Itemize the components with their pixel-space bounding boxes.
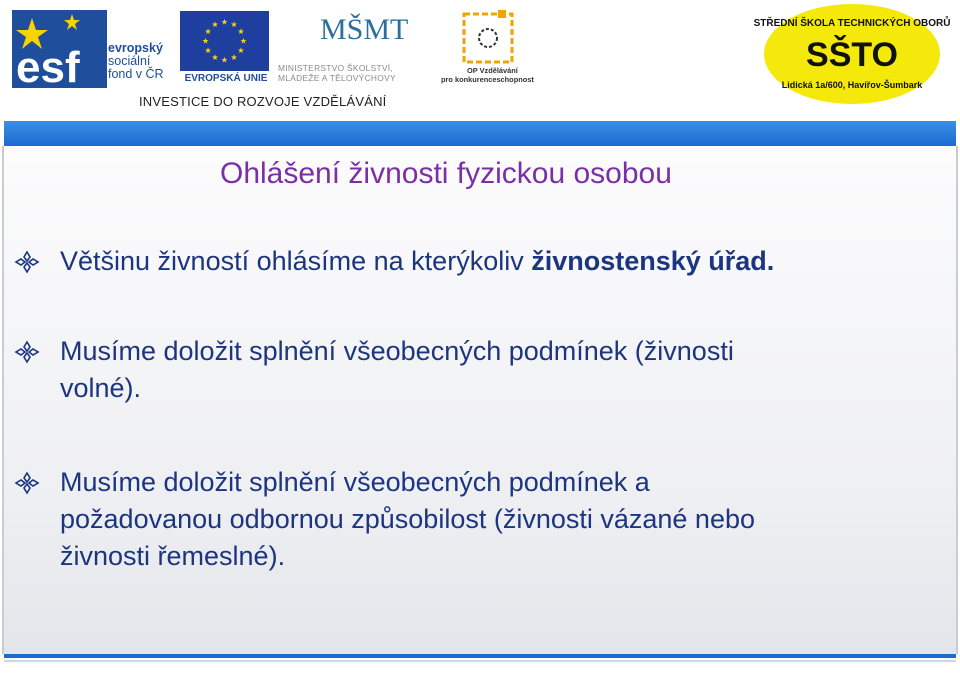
bullet-text [60, 333, 910, 407]
esf-text [108, 42, 164, 81]
school-bottom-text: Lidická 1a/600, Havířov-Šumbark [781, 80, 923, 90]
bullet-text-part: Většinu živností ohlásíme na kterýkoliv [60, 246, 532, 276]
esf-mark: esf [16, 43, 80, 92]
esf-text-line: evropský [108, 41, 163, 55]
bullet-text-line: Musíme doložit splnění všeobecných podmínek (živnosti [60, 336, 734, 366]
four-diamond-star-icon [14, 341, 40, 363]
school-logo [753, 2, 951, 106]
op-text-line: pro konkurenceschopnost [441, 75, 534, 84]
msmt-text [278, 63, 438, 83]
bullet-text-line: Musíme doložit splnění všeobecných podmínek a [60, 467, 650, 497]
four-diamond-star-icon [14, 472, 40, 494]
bullet-text-line: požadovanou odbornou způsobilost (živnosti vázané nebo [60, 504, 755, 534]
bullet-text [60, 464, 910, 575]
four-diamond-star-icon [14, 251, 40, 273]
top-accent-bar [4, 121, 956, 146]
eu-label: EVROPSKÁ UNIE [184, 73, 268, 84]
bullet-text-bold: živnostenský úřad. [531, 246, 775, 276]
bullet-text [60, 243, 910, 280]
msmt-mark: MŠMT [320, 13, 409, 46]
bottom-accent-bar [4, 654, 956, 658]
msmt-logo [318, 9, 409, 61]
msmt-text-line: MLÁDEŽE A TĚLOVÝCHOVY [278, 73, 396, 83]
op-vzdelavani-text [441, 66, 551, 84]
op-text-line: OP Vzdělávání [467, 66, 518, 75]
bullet-text-line: živnosti řemeslné). [60, 541, 286, 571]
school-mark: SŠTO [806, 36, 898, 74]
op-vzdelavani-logo [458, 8, 520, 68]
eu-flag-icon [180, 11, 269, 71]
esf-text-line: fond v ČR [108, 67, 164, 81]
bottom-accent-line [4, 660, 956, 662]
esf-text-line: sociální [108, 54, 151, 68]
msmt-text-line: MINISTERSTVO ŠKOLSTVÍ, [278, 63, 394, 73]
slide-title: Ohlášení živnosti fyzickou osobou [220, 157, 672, 190]
school-top-text: STŘEDNÍ ŠKOLA TECHNICKÝCH OBORŮ [753, 18, 951, 29]
investice-slogan: INVESTICE DO ROZVOJE VZDĚLÁVÁNÍ [139, 94, 387, 109]
bullet-text-line: volné). [60, 373, 142, 403]
header-banner [0, 0, 960, 120]
